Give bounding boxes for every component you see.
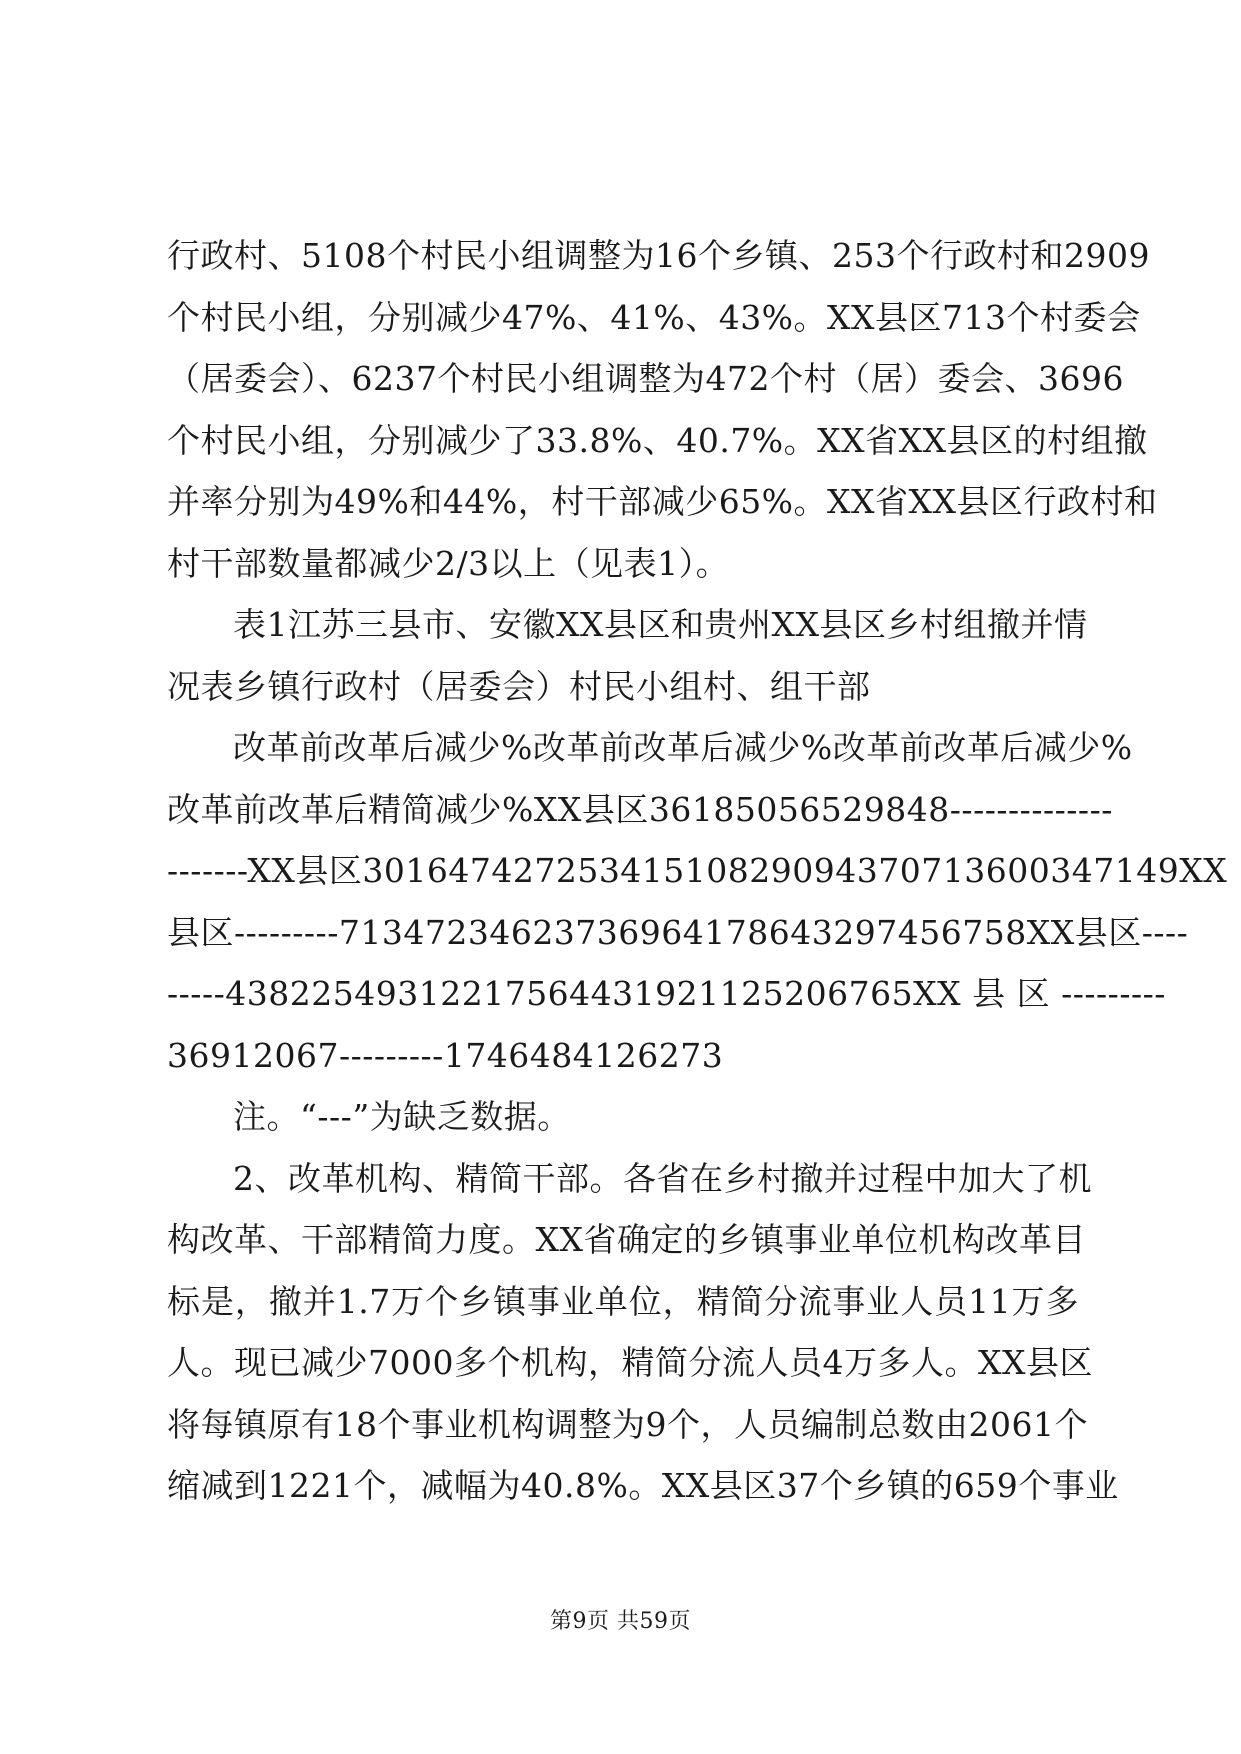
text-line: 改革前改革后减少%改革前改革后减少%改革前改革后减少% bbox=[233, 728, 1133, 767]
text-line: 注。“---”为缺乏数据。 bbox=[233, 1097, 571, 1136]
text-line: 并率分别为49%和44%，村干部减少65%。XX省XX县区行政村和 bbox=[167, 482, 1158, 521]
page-number: 第9页 共59页 bbox=[550, 1609, 691, 1634]
text-line: 改革前改革后精简减少%XX县区36185056529848-------------- bbox=[167, 789, 1113, 829]
text-line: -------XX县区301647427253415108290943707136003471​49XX bbox=[167, 851, 1228, 890]
text-line: 标是，撤并1.7万个乡镇事业单位，精简分流事业人员11万多 bbox=[167, 1281, 1079, 1321]
text-line: 36912067---------1746484126273 bbox=[167, 1035, 724, 1075]
paragraph bbox=[167, 225, 1158, 594]
text-line: 表1江苏三县市、安徽XX县区和贵州XX县区乡村组撤并情 bbox=[233, 605, 1088, 644]
text-line: -----43822549312217564431921125206765XX 县 区 --------- bbox=[167, 974, 1166, 1013]
text-line: 个村民小组，分别减少了33.8%、40.7%。XX省XX县区的村组撤 bbox=[167, 420, 1148, 460]
text-line: 2、改革机构、精简干部。各省在乡村撤并过程中加大了机 bbox=[233, 1158, 1092, 1198]
text-line: （居委会）、6237个村民小组调整为472个村（居）委会、3696 bbox=[167, 359, 1124, 398]
table-data-text bbox=[167, 717, 1228, 1086]
text-line: 构改革、干部精简力度。XX省确定的乡镇事业单位机构改革目 bbox=[167, 1220, 1086, 1259]
table-note bbox=[167, 1086, 1079, 1148]
text-line: 行政村、5108个村民小组调整为16个乡镇、253个行政村和2909 bbox=[167, 236, 1150, 275]
paragraph bbox=[167, 1148, 1119, 1517]
text-line: 个村民小组，分别减少47%、41%、43%。XX县区713个村委会 bbox=[167, 297, 1141, 337]
text-line: 况表乡镇行政村（居委会）村民小组村、组干部 bbox=[167, 666, 871, 706]
table-caption bbox=[167, 594, 1088, 717]
document-body bbox=[167, 225, 1228, 1517]
text-line: 将每镇原有18个事业机构调整为9个，人员编制总数由2061个 bbox=[167, 1404, 1088, 1444]
text-line: 县区---------713472346237369641786432974567​58XX县区---- bbox=[167, 912, 1189, 952]
text-line: 村干部数量都减少2/3以上（见表1）。 bbox=[167, 543, 730, 583]
text-line: 人。现已减少7000多个机构，精简分流人员4万多人。XX县区 bbox=[167, 1343, 1093, 1382]
text-line: 缩减到1221个，减幅为40.8%。XX县区37个乡镇的659个事业 bbox=[167, 1466, 1119, 1505]
